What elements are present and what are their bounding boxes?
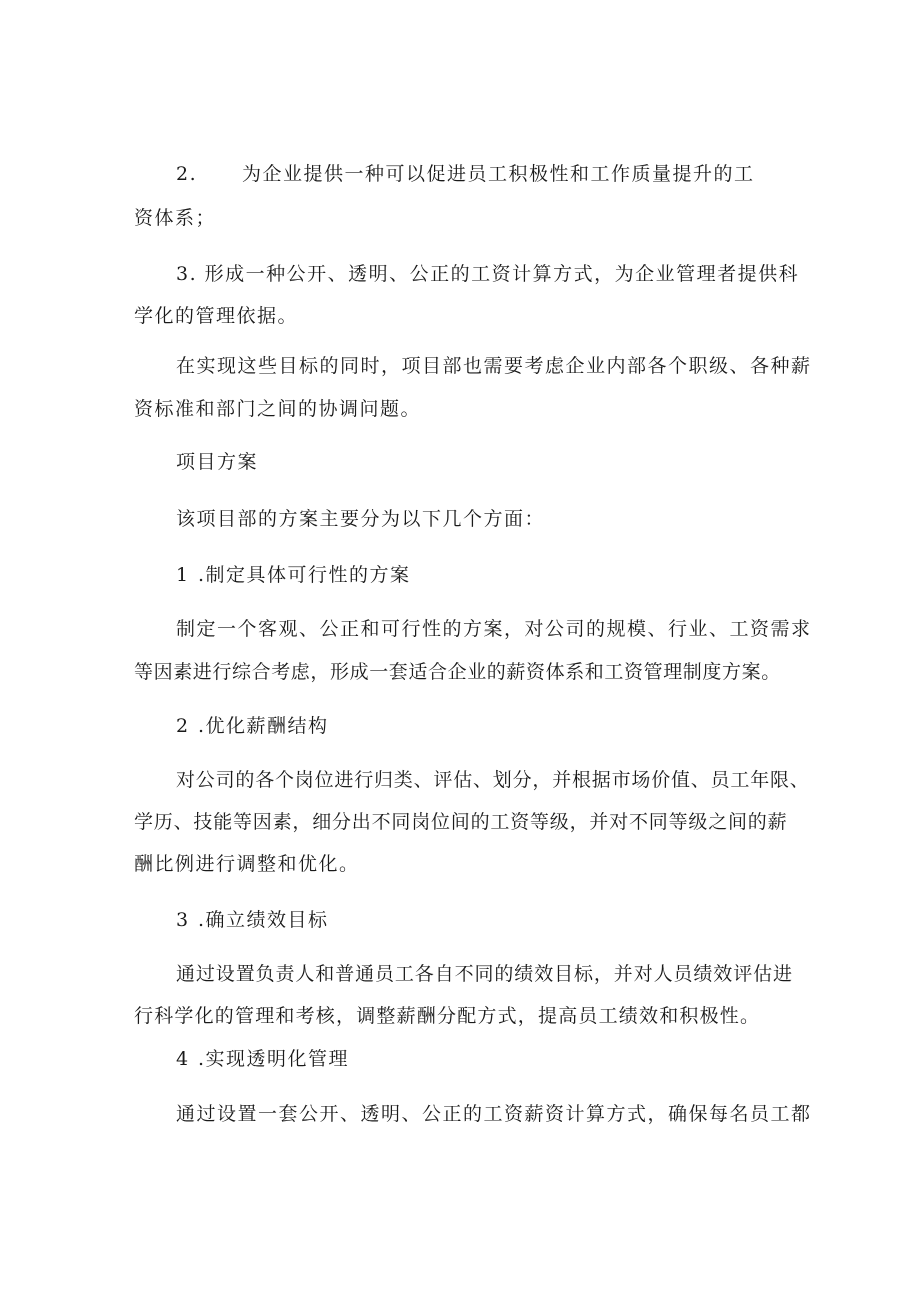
section-3-line-1: 通过设置负责人和普通员工各自不同的绩效目标，并对人员绩效评估进 (176, 963, 793, 985)
section-2-line-2: 学历、技能等因素，细分出不同岗位间的工资等级，并对不同等级之间的薪 (134, 811, 788, 833)
section-4-title: .实现透明化管理 (198, 1048, 350, 1070)
section-1-number: 1 (176, 564, 190, 586)
section-3-title: .确立绩效目标 (198, 909, 329, 931)
section-heading: 项目方案 (176, 451, 259, 473)
section-2-line-1: 对公司的各个岗位进行归类、评估、划分，并根据市场价值、员工年限、 (176, 769, 810, 791)
intro-paragraph: 该项目部的方案主要分为以下几个方面： (176, 508, 546, 530)
section-1-title: .制定具体可行性的方案 (198, 564, 411, 586)
item-3-line-1: 3. 形成一种公开、透明、公正的工资计算方式，为企业管理者提供科 (176, 263, 800, 285)
goals-paragraph-line-1: 在实现这些目标的同时，项目部也需要考虑企业内部各个职级、各种薪 (176, 355, 812, 377)
section-3-line-2: 行科学化的管理和考核，调整薪酬分配方式，提高员工绩效和积极性。 (134, 1005, 761, 1027)
section-3-heading (176, 908, 329, 932)
section-2-number: 2 (176, 715, 190, 737)
item-2-line-2: 资体系； (134, 207, 217, 229)
section-2-line-3: 酬比例进行调整和优化。 (134, 853, 360, 875)
section-1-line-1: 制定一个客观、公正和可行性的方案，对公司的规模、行业、工资需求 (176, 618, 812, 640)
section-4-number: 4 (176, 1048, 190, 1070)
item-2-number: 2. (176, 163, 198, 185)
item-3-line-2: 学化的管理依据。 (134, 305, 299, 327)
item-2-line-1 (176, 162, 755, 186)
section-1-line-2: 等因素进行综合考虑，形成一套适合企业的薪资体系和工资管理制度方案。 (134, 661, 781, 683)
section-4-heading (176, 1047, 349, 1071)
goals-paragraph-line-2: 资标准和部门之间的协调问题。 (134, 398, 422, 420)
item-2-text: 为企业提供一种可以促进员工积极性和工作质量提升的工 (242, 163, 755, 185)
section-2-title: .优化薪酬结构 (198, 715, 329, 737)
section-2-heading (176, 714, 329, 738)
section-3-number: 3 (176, 909, 190, 931)
section-1-heading (176, 563, 411, 587)
section-4-line-1: 通过设置一套公开、透明、公正的工资薪资计算方式，确保每名员工都 (176, 1103, 812, 1125)
